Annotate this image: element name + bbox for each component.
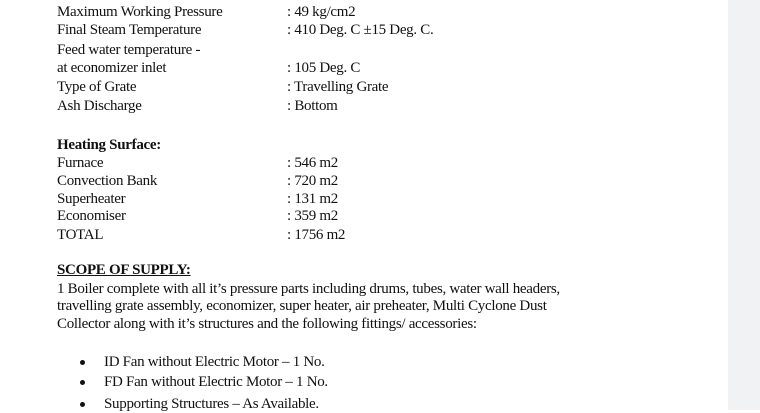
- hs-label: TOTAL: [57, 227, 104, 243]
- bullet-item: Supporting Structures – As Available.: [104, 396, 319, 412]
- bullet-icon: [80, 402, 85, 407]
- spec-label: Type of Grate: [57, 79, 137, 95]
- bullet-item: ID Fan without Electric Motor – 1 No.: [104, 354, 325, 370]
- bullet-icon: [80, 360, 85, 365]
- spec-value: : 410 Deg. C ±15 Deg. C.: [287, 22, 434, 38]
- hs-label: Furnace: [57, 155, 104, 171]
- spec-label: Final Steam Temperature: [57, 22, 202, 38]
- scope-heading: SCOPE OF SUPPLY:: [57, 262, 191, 278]
- scope-text-line: Collector along with it’s structures and the following fittings/ accessories:: [57, 316, 477, 332]
- spec-value: : Travelling Grate: [287, 79, 389, 95]
- spec-value: : Bottom: [287, 98, 338, 114]
- hs-value: : 546 m2: [287, 155, 338, 171]
- scope-text-line: 1 Boiler complete with all it’s pressure parts including drums, tubes, water wall headers,: [57, 281, 560, 297]
- spec-label: Maximum Working Pressure: [57, 4, 223, 20]
- heating-surface-heading: Heating Surface:: [57, 137, 161, 153]
- bullet-item: FD Fan without Electric Motor – 1 No.: [104, 374, 328, 390]
- hs-label: Economiser: [57, 208, 126, 224]
- hs-label: Convection Bank: [57, 173, 158, 189]
- scope-text-line: travelling grate assembly, economizer, super heater, air preheater, Multi Cyclone Dust: [57, 298, 547, 314]
- bullet-icon: [80, 380, 85, 385]
- spec-label: Feed water temperature -: [57, 42, 201, 58]
- hs-value: : 720 m2: [287, 173, 338, 189]
- hs-value: : 1756 m2: [287, 227, 346, 243]
- spec-label: at economizer inlet: [57, 60, 167, 76]
- spec-label: Ash Discharge: [57, 98, 142, 114]
- side-panel: [728, 0, 760, 410]
- spec-value: : 105 Deg. C: [287, 60, 361, 76]
- hs-label: Superheater: [57, 191, 126, 207]
- hs-value: : 359 m2: [287, 208, 338, 224]
- spec-value: : 49 kg/cm2: [287, 4, 356, 20]
- hs-value: : 131 m2: [287, 191, 338, 207]
